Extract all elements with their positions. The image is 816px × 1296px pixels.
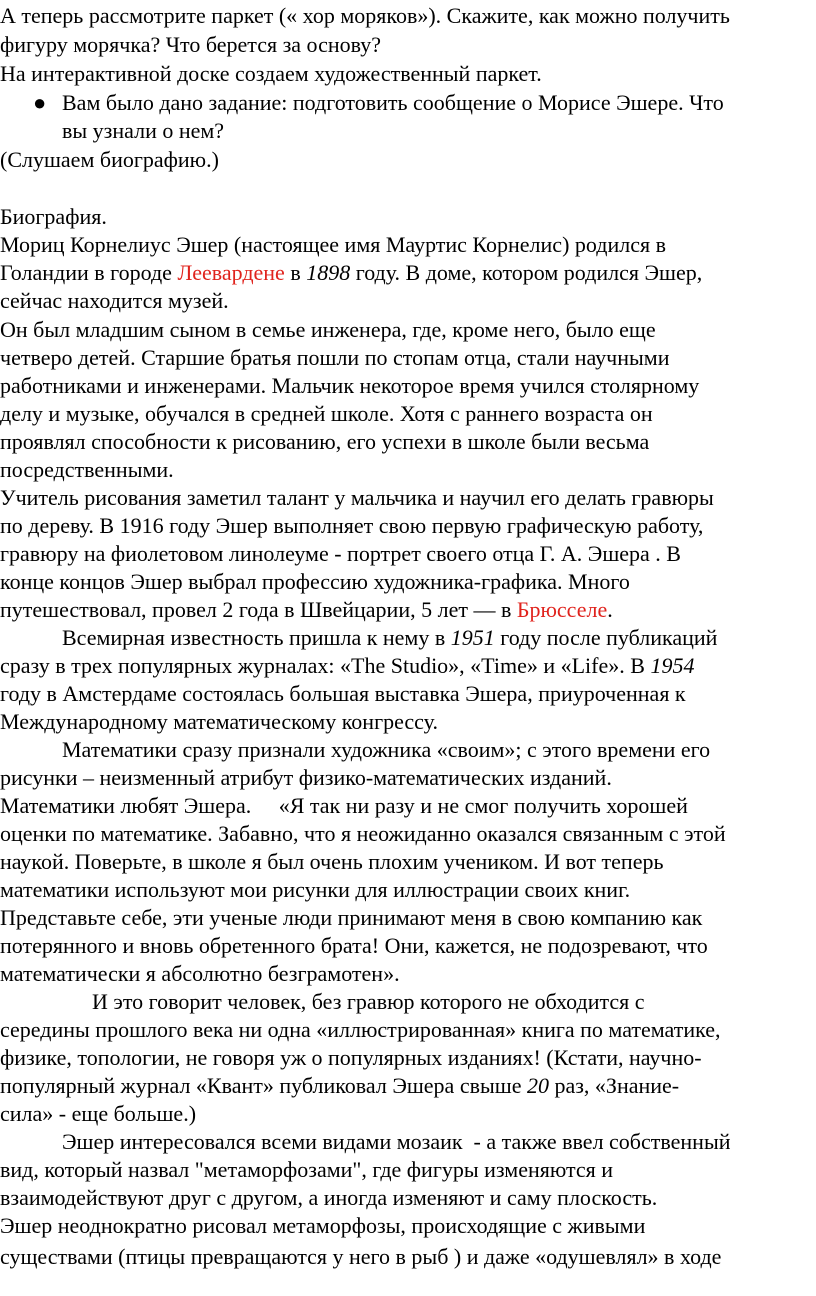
text-line: Международному математическому конгрессу. bbox=[0, 709, 438, 734]
text-line: путешествовал, провел 2 года в Швейцарии, 5 лет — в Брюсселе. bbox=[0, 597, 613, 622]
text-line: сейчас находится музей. bbox=[0, 288, 229, 313]
text-line: И это говорит человек, без гравюр которого не обходится с bbox=[92, 989, 645, 1014]
text-line: наукой. Поверьте, в школе я был очень плохим учеником. И вот теперь bbox=[0, 849, 664, 874]
city-link-leeuwarden[interactable]: Леевардене bbox=[177, 260, 285, 285]
text-line: вы узнали о нем? bbox=[62, 118, 225, 143]
text-line: Голандии в городе Леевардене в 1898 году. В доме, котором родился Эшер, bbox=[0, 260, 703, 285]
text-line: (Слушаем биографию.) bbox=[0, 147, 219, 172]
text-line: Математики любят Эшера. «Я так ни разу и не смог получить хорошей bbox=[0, 793, 688, 818]
text-line: фигуру морячка? Что берется за основу? bbox=[0, 32, 382, 57]
text-line: делу и музыке, обучался в средней школе. Хотя с раннего возраста он bbox=[0, 401, 653, 426]
text-line: четверо детей. Старшие братья пошли по стопам отца, стали научными bbox=[0, 345, 670, 370]
text-line: сила» - еще больше.) bbox=[0, 1101, 197, 1126]
text-line: физике, топологии, не говоря уж о популярных изданиях! (Кстати, научно- bbox=[0, 1045, 702, 1070]
text-line: Мориц Корнелиус Эшер (настоящее имя Мауртис Корнелис) родился в bbox=[0, 232, 666, 257]
text-line: Эшер неоднократно рисовал метаморфозы, происходящие с живыми bbox=[0, 1213, 646, 1238]
bullet-icon: ● bbox=[33, 90, 47, 115]
text-line: проявлял способности к рисованию, его успехи в школе были весьма bbox=[0, 429, 650, 454]
text-line: взаимодействуют друг с другом, а иногда изменяют и саму плоскость. bbox=[0, 1185, 658, 1210]
text-line: посредственными. bbox=[0, 457, 174, 482]
text-line: Представьте себе, эти ученые люди принимают меня в свою компанию как bbox=[0, 905, 703, 930]
city-link-brussels[interactable]: Брюсселе bbox=[516, 597, 608, 622]
text-line: Эшер интересовался всеми видами мозаик - а также ввел собственный bbox=[62, 1129, 731, 1154]
text-line: потерянного и вновь обретенного брата! Они, кажется, не подозревают, что bbox=[0, 933, 708, 958]
text-line: А теперь рассмотрите паркет (« хор моряков»). Скажите, как можно получить bbox=[0, 3, 730, 28]
text-line: математики используют мои рисунки для иллюстрации своих книг. bbox=[0, 877, 631, 902]
text-line: математически я абсолютно безграмотен». bbox=[0, 961, 400, 986]
text-line: На интерактивной доске создаем художественный паркет. bbox=[0, 61, 542, 86]
text-line: Вам было дано задание: подготовить сообщение о Морисе Эшере. Что bbox=[62, 90, 724, 115]
text-line: сразу в трех популярных журналах: «The Studio», «Time» и «Life». В 1954 bbox=[0, 653, 695, 678]
text-line: оценки по математике. Забавно, что я неожиданно оказался связанным с этой bbox=[0, 821, 726, 846]
text-line: работниками и инженерами. Мальчик некоторое время учился столярному bbox=[0, 373, 700, 398]
text-line: конце концов Эшер выбрал профессию художника-графика. Много bbox=[0, 569, 630, 594]
text-line: рисунки – неизменный атрибут физико-математических изданий. bbox=[0, 765, 612, 790]
section-heading: Биография. bbox=[0, 204, 107, 229]
text-line: Математики сразу признали художника «своим»; с этого времени его bbox=[62, 737, 711, 762]
text-line: году в Амстердаме состоялась большая выставка Эшера, приуроченная к bbox=[0, 681, 686, 706]
text-line: середины прошлого века ни одна «иллюстрированная» книга по математике, bbox=[0, 1017, 721, 1042]
text-line: вид, который назвал "метаморфозами", где фигуры изменяются и bbox=[0, 1157, 614, 1182]
text-line: существами (птицы превращаются у него в рыб ) и даже «одушевлял» в ходе bbox=[0, 1244, 722, 1269]
text-line: Учитель рисования заметил талант у мальчика и научил его делать гравюры bbox=[0, 485, 714, 510]
text-line: Всемирная известность пришла к нему в 1951 году после публикаций bbox=[62, 625, 718, 650]
text-line: по дереву. В 1916 году Эшер выполняет свою первую графическую работу, bbox=[0, 513, 704, 538]
text-line: Он был младшим сыном в семье инженера, где, кроме него, было еще bbox=[0, 317, 656, 342]
text-line: гравюру на фиолетовом линолеуме - портрет своего отца Г. А. Эшера . В bbox=[0, 541, 681, 566]
text-line: популярный журнал «Квант» публиковал Эшера свыше 20 раз, «Знание- bbox=[0, 1073, 680, 1098]
